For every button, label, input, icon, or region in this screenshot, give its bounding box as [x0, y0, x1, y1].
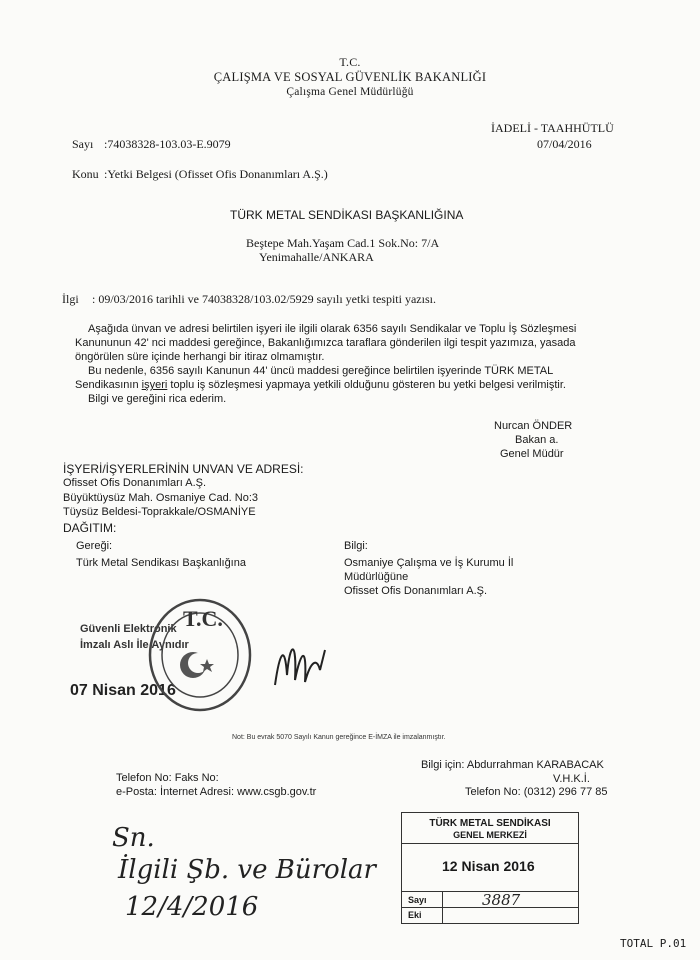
handwriting-line-1: Sn. [112, 823, 155, 853]
bilgi-item-2: Müdürlüğüne [344, 571, 409, 583]
seal-text: T.C. [183, 606, 223, 631]
fax-page-total: TOTAL P.01 [620, 937, 687, 950]
workplace-line-3: Tüysüz Beldesi-Toprakkale/OSMANİYE [63, 506, 256, 518]
receipt-stamp-date: 12 Nisan 2016 [442, 858, 535, 874]
recipient-address-2: Yenimahalle/ANKARA [259, 250, 374, 264]
receipt-sayi-label: Sayı [408, 895, 427, 905]
bilgi-item-3: Ofisset Ofis Donanımları A.Ş. [344, 585, 488, 597]
paragraph-1-line-2: Kanununun 42' nci maddesi gereğince, Bakanlığımızca taraflara gönderilen ilgi tespit yazımıza, yasada [75, 337, 576, 349]
signature-icon [265, 630, 335, 700]
signatory-title-2: Genel Müdür [500, 448, 564, 460]
distribution-heading: DAĞITIM: [63, 521, 117, 535]
delivery-type: İADELİ - TAAHHÜTLÜ [491, 121, 614, 135]
bilgi-item-1: Osmaniye Çalışma ve İş Kurumu İl [344, 557, 514, 569]
bilgi-label: Bilgi: [344, 540, 368, 552]
recipient-name: TÜRK METAL SENDİKASI BAŞKANLIĞINA [230, 208, 464, 222]
header-country: T.C. [339, 55, 361, 69]
ilgi-label: İlgi [62, 292, 79, 306]
sayi-label: Sayı [72, 137, 94, 151]
esign-stamp-line-2: İmzalı Aslı İle Aynıdır [80, 639, 189, 651]
signatory-title-1: Bakan a. [515, 434, 559, 446]
footer-info-contact: Bilgi için: Abdurrahman KARABACAK [421, 759, 604, 771]
workplace-heading: İŞYERİ/İŞYERLERİNİN UNVAN VE ADRESİ: [63, 462, 304, 476]
esign-stamp-line-1: Güvenli Elektronik [80, 623, 177, 635]
receipt-sayi-value: 3887 [482, 891, 521, 909]
konu-value: :Yetki Belgesi (Ofisset Ofis Donanımları A.Ş.) [104, 167, 328, 181]
header-directorate: Çalışma Genel Müdürlüğü [286, 86, 414, 98]
receipt-stamp [401, 812, 579, 924]
footer-eposta: e-Posta: İnternet Adresi: www.csgb.gov.tr [116, 786, 317, 798]
paragraph-3: Bilgi ve gereğini rica ederim. [88, 393, 227, 405]
receipt-stamp-line-1: TÜRK METAL SENDİKASI [429, 818, 551, 829]
paragraph-2-line-2: Sendikasının işyeri toplu iş sözleşmesi yapmaya yetkili olduğunu gösteren bu yetki belgesi verilmiştir. [75, 379, 566, 391]
paragraph-2-line-1: Bu nedenle, 6356 sayılı Kanunun 44' üncü maddesi gereğince belirtilen işyerinde TÜRK METAL [88, 365, 554, 377]
ilgi-text: : 09/03/2016 tarihli ve 74038328/103.02/5929 sayılı yetki tespiti yazısı. [92, 292, 436, 306]
gere-label: Gereği: [76, 540, 113, 552]
paragraph-1-line-1: Aşağıda ünvan ve adresi belirtilen işyeri ile ilgili olarak 6356 sayılı Sendikalar ve Toplu İş Sözleşmesi [88, 323, 577, 335]
header-ministry: ÇALIŞMA VE SOSYAL GÜVENLİK BAKANLIĞI [213, 70, 487, 84]
handwriting-line-3: 12/4/2016 [125, 892, 259, 922]
footer-info-title: V.H.K.İ. [553, 773, 590, 785]
footer-info-phone: Telefon No: (0312) 296 77 85 [465, 786, 608, 798]
receipt-stamp-line-2: GENEL MERKEZİ [453, 830, 527, 840]
esign-stamp-date: 07 Nisan 2016 [70, 682, 176, 699]
e-signature-note: Not: Bu evrak 5070 Sayılı Kanun gereğince E-İMZA ile imzalanmıştır. [232, 734, 446, 741]
document-date: 07/04/2016 [537, 137, 592, 151]
paragraph-1-line-3: öngörülen süre içinde herhangi bir itiraz olmamıştır. [75, 351, 325, 363]
recipient-address-1: Beştepe Mah.Yaşam Cad.1 Sok.No: 7/A [246, 236, 440, 250]
footer-phone-fax: Telefon No: Faks No: [116, 772, 219, 784]
signatory-name: Nurcan ÖNDER [494, 420, 573, 432]
workplace-line-2: Büyüktüysüz Mah. Osmaniye Cad. No:3 [63, 492, 259, 504]
konu-label: Konu [72, 167, 99, 181]
handwriting-line-2: İlgili Şb. ve Bürolar [118, 855, 376, 885]
gere-item: Türk Metal Sendikası Başkanlığına [76, 557, 246, 569]
receipt-eki-label: Eki [408, 910, 422, 920]
sayi-value: :74038328-103.03-E.9079 [104, 137, 231, 151]
workplace-line-1: Ofisset Ofis Donanımları A.Ş. [63, 477, 207, 489]
